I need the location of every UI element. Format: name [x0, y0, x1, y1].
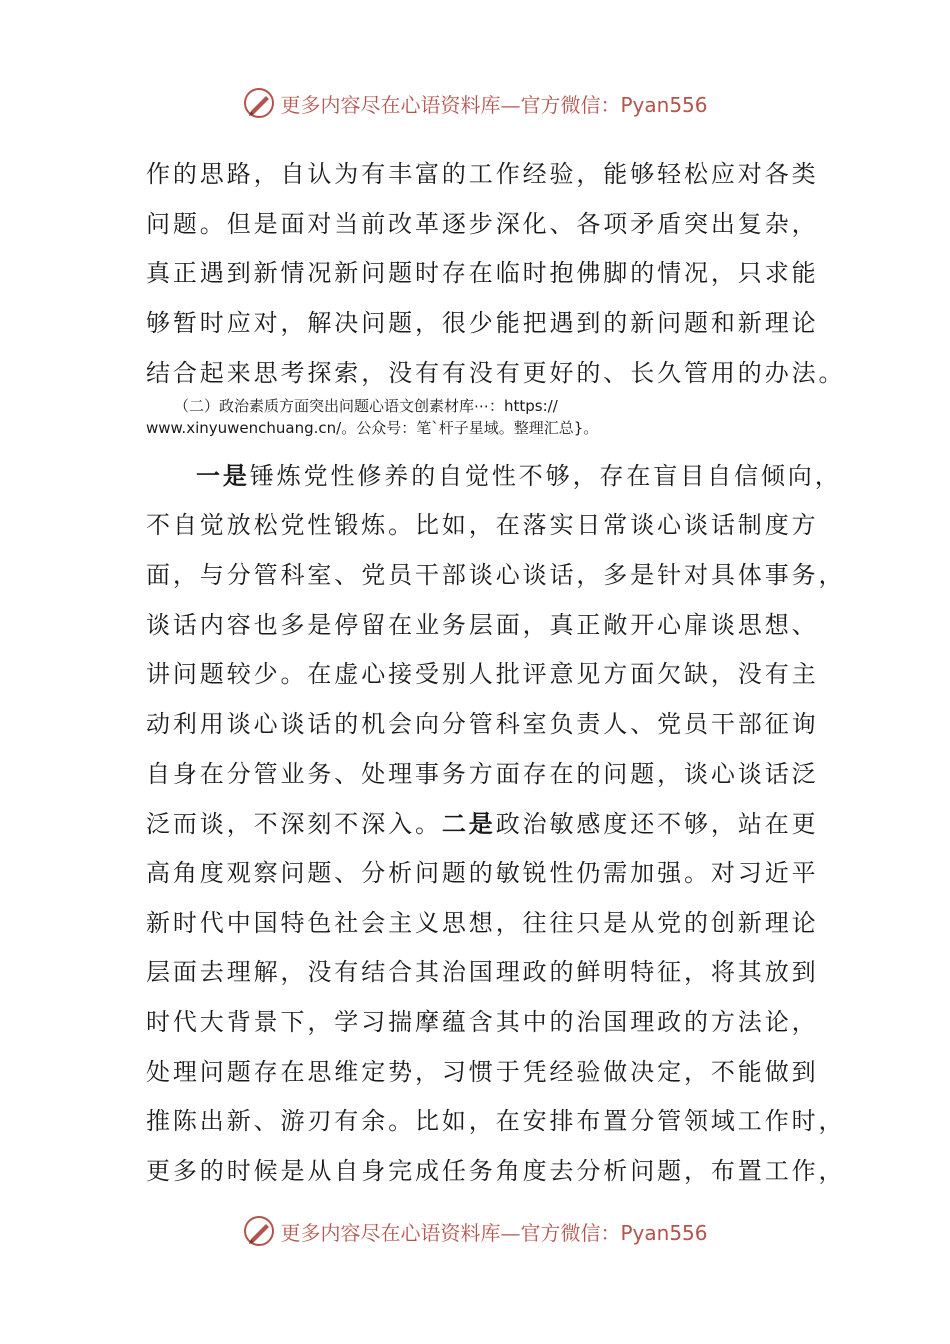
- section-heading-line: （二）政治素质方面突出问题心语文创素材库⋯：https://: [174, 397, 558, 416]
- pen-logo-icon: [242, 86, 276, 120]
- header-banner: [0, 83, 950, 123]
- text-line: 层面去理解，没有结合其治国理政的鲜明特征，将其放到: [146, 958, 819, 987]
- banner-wechat-id: Pyan556: [620, 92, 708, 117]
- text-segment: 锤炼党性修养的自觉性不够，存在盲目自信倾向，: [249, 462, 842, 491]
- point-two-label: 二是: [441, 809, 496, 839]
- text-line: 结合起来思考探索，没有有没有更好的、长久管用的办法。: [146, 358, 846, 387]
- text-line: 动利用谈心谈话的机会向分管科室负责人、党员干部征询: [146, 709, 819, 738]
- paragraph-2: [146, 451, 846, 1196]
- text-line: 高角度观察问题、分析问题的敏锐性仍需加强。对习近平: [146, 858, 819, 887]
- text-line: 讲问题较少。在虚心接受别人批评意见方面欠缺，没有主: [146, 660, 819, 689]
- text-line: 推陈出新、游刃有余。比如，在安排布置分管领域工作时，: [146, 1107, 846, 1136]
- banner-wechat-id: Pyan556: [620, 1220, 708, 1245]
- paragraph-1: [146, 150, 846, 398]
- text-line: 不自觉放松党性锻炼。比如，在落实日常谈心谈话制度方: [146, 511, 819, 540]
- text-segment: 政治敏感度还不够，站在更: [495, 810, 819, 839]
- text-line: 更多的时候是从自身完成任务角度去分析问题，布置工作，: [146, 1157, 846, 1186]
- banner-text: [280, 1217, 707, 1246]
- banner-label: 更多内容尽在心语资料库—官方微信：: [280, 1220, 621, 1245]
- text-line: 自身在分管业务、处理事务方面存在的问题，谈心谈话泛: [146, 759, 819, 788]
- text-line-first: [146, 451, 842, 501]
- text-line: 作的思路，自认为有丰富的工作经验，能够轻松应对各类: [146, 160, 819, 188]
- text-line: 面，与分管科室、党员干部谈心谈话，多是针对具体事务，: [146, 560, 846, 589]
- banner-text: [280, 89, 707, 118]
- text-line: 谈话内容也多是停留在业务层面，真正敞开心扉谈思想、: [146, 610, 819, 639]
- section-source-line: www.xinyuwenchuang.cn/。公众号：笔`杆子星域。整理汇总}。: [146, 419, 599, 438]
- text-line: 问题。但是面对当前改革逐步深化、各项矛盾突出复杂，: [146, 209, 819, 238]
- text-line: 处理问题存在思维定势，习惯于凭经验做决定，不能做到: [146, 1057, 819, 1086]
- text-line: 新时代中国特色社会主义思想，往往只是从党的创新理论: [146, 908, 819, 937]
- text-line: 够暂时应对，解决问题，很少能把遇到的新问题和新理论: [146, 309, 819, 338]
- banner-label: 更多内容尽在心语资料库—官方微信：: [280, 92, 621, 117]
- pen-logo-icon: [242, 1214, 276, 1248]
- document-body: [146, 150, 846, 1197]
- text-line-mid: [146, 799, 819, 849]
- section-heading-source: [146, 395, 806, 439]
- text-line: 时代大背景下，学习揣摩蕴含其中的治国理政的方法论，: [146, 1008, 819, 1036]
- footer-banner: [0, 1211, 950, 1251]
- point-one-label: 一是: [196, 461, 250, 491]
- text-segment: 泛而谈，不深刻不深入。: [146, 810, 442, 839]
- text-line: 真正遇到新情况新问题时存在临时抱佛脚的情况，只求能: [146, 259, 819, 288]
